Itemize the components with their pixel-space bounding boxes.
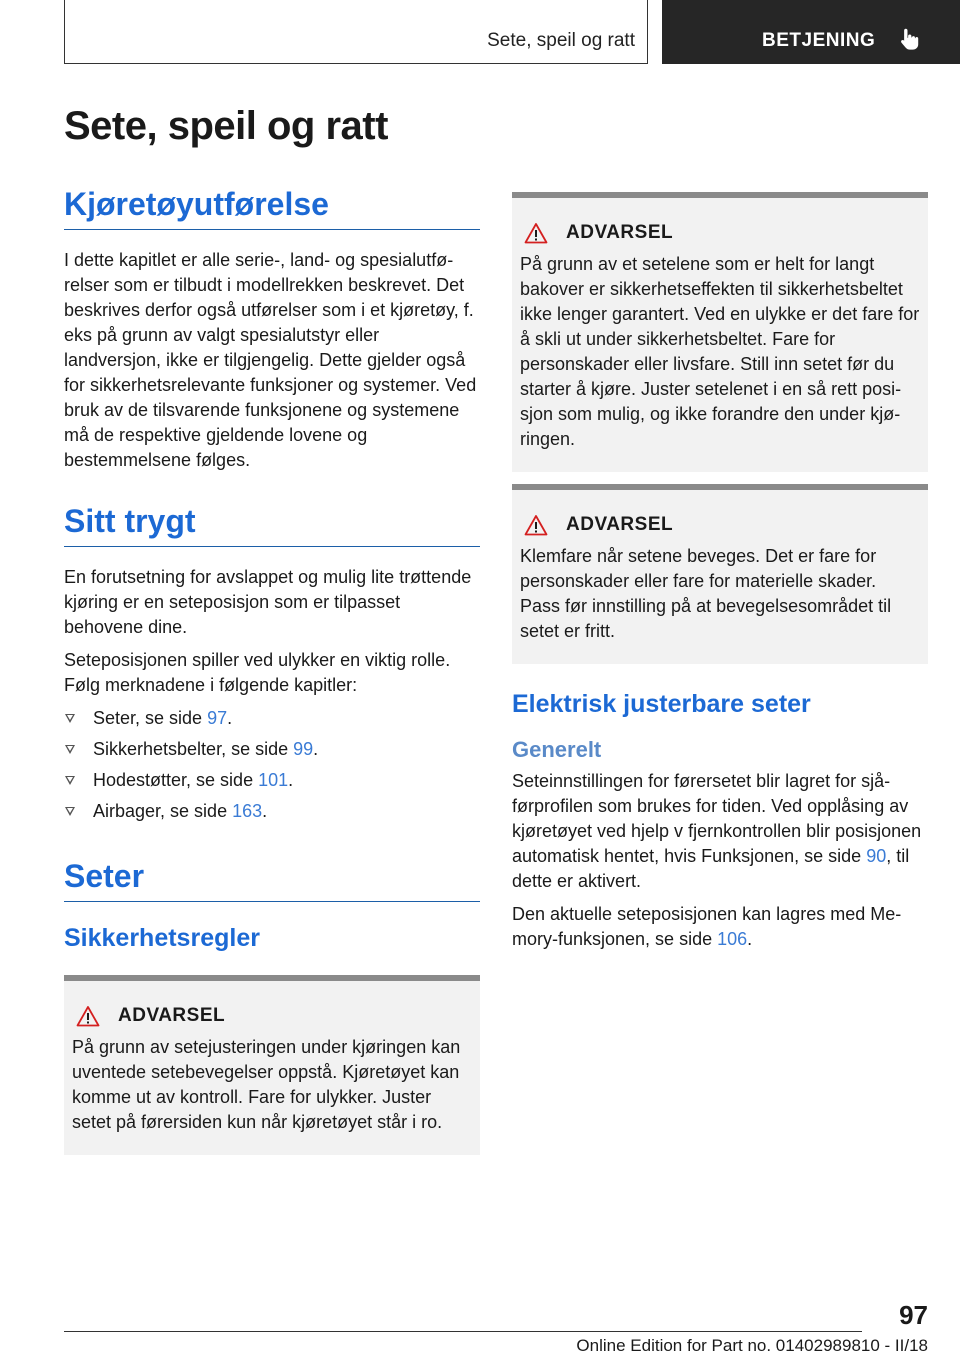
left-column: [64, 186, 480, 1155]
chapter-reference-list: [64, 706, 480, 824]
paragraph-generelt-2: Den aktuelle seteposisjonen kan lagres med Memory-funksjonen, se side 106.: [512, 904, 902, 949]
heading-sikkerhetsregler: Sikkerhetsregler: [64, 924, 260, 952]
list-item: Seter, se side 97.: [64, 706, 480, 731]
triangle-bullet-icon: [65, 807, 75, 816]
page-link[interactable]: 99: [293, 739, 314, 759]
running-header-chapter-tab: [662, 0, 960, 64]
paragraph-kjoretoyutforelse: I dette kapitlet er alle serie-, land- og spesialutførelser som er tilbudt i modellrekken beskrevet. Det beskrives derfor også utførelser som i et kjøretøy, f. eks på grunn av valgt spesialutstyr eller landversjon, ikke er tilgjengelig. Dette gjelder også for sikkerhetsrelevante funksjoner og systemer. Ved bruk av de tilsvarende funksjonene og systemene må de respektive gjeldende lovene og bestemmelsene følges.: [64, 250, 477, 470]
paragraph-generelt-1: Seteinnstillingen for førersetet blir lagret for sjåførprofilen som brukes for tiden. Ved opplåsing av kjøretøyet ved hjelp v fjernkontrollen blir posisjonen automatisk hentet, hvis Funksjonen, se side 90, til dette er aktivert.: [512, 771, 922, 891]
running-header-section: Sete, speil og ratt: [487, 30, 635, 51]
warning-text: På grunn av et setelene som er helt for langt bakover er sikkerhetseffekten til sikkerhetsbeltet ikke lenger garantert. Ved en ulykke er det fare for å skli ut under sikkerhetsbeltet. Fare for personskader eller livsfare. Still inn setet før du starter å kjøre. Juster setelenet i en så rett posisjon som mulig, og ikke forandre den under kjøringen.: [520, 254, 920, 449]
heading-generelt: Generelt: [512, 737, 602, 762]
right-column: [512, 186, 928, 952]
warning-triangle-icon: [76, 1005, 100, 1027]
list-item: Airbager, se side 163.: [64, 799, 480, 824]
page-link[interactable]: 97: [207, 708, 228, 728]
list-item: Sikkerhetsbelter, se side 99.: [64, 737, 480, 762]
heading-kjoretoyutforelse: Kjøretøyutførelse: [64, 186, 480, 230]
warning-triangle-icon: [524, 514, 548, 536]
paragraph-sitt-trygt-2: Seteposisjonen spiller ved ulykker en viktig rolle. Følg merknadene i følgende kapitler:: [64, 650, 451, 695]
warning-title: ADVARSEL: [566, 222, 674, 243]
page-number: 97: [899, 1300, 928, 1330]
warning-triangle-icon: [524, 222, 548, 244]
heading-sitt-trygt: Sitt trygt: [64, 503, 480, 547]
running-header-chapter: BETJENING: [762, 30, 876, 51]
edition-text: Online Edition for Part no. 01402989810 - II/18: [576, 1336, 928, 1355]
heading-elektrisk-justerbare-seter: Elektrisk justerbare seter: [512, 690, 811, 718]
triangle-bullet-icon: [65, 714, 75, 723]
warning-title: ADVARSEL: [118, 1005, 226, 1026]
footer-divider: [64, 1331, 862, 1332]
warning-title: ADVARSEL: [566, 514, 674, 535]
heading-seter: Seter: [64, 858, 480, 902]
page-link[interactable]: 101: [258, 770, 289, 790]
page-link[interactable]: 106: [717, 929, 748, 949]
page-link[interactable]: 163: [232, 801, 263, 821]
paragraph-sitt-trygt-1: En forutsetning for avslappet og mulig lite trøttende kjøring er en seteposisjon som er tilpasset behovene dine.: [64, 567, 472, 637]
warning-text: På grunn av setejusteringen under kjøringen kan uventede setebevegelser oppstå. Kjøretøyet kan komme ut av kontroll. Fare for ulykker. Juster setet på førersiden kun når kjøretøyet står i ro.: [72, 1037, 461, 1132]
warning-box-3: [512, 484, 928, 664]
warning-text: Klemfare når setene beveges. Det er fare for personskader eller fare for materielle skader. Pass før innstilling på at bevegelsesområdet til setet er fritt.: [520, 546, 892, 641]
warning-box-1: [64, 975, 480, 1155]
hand-pointer-icon: [896, 26, 922, 52]
triangle-bullet-icon: [65, 776, 75, 785]
page-link[interactable]: 90: [866, 846, 887, 866]
list-item: Hodestøtter, se side 101.: [64, 768, 480, 793]
page-title: Sete, speil og ratt: [64, 104, 388, 148]
warning-box-2: [512, 192, 928, 472]
triangle-bullet-icon: [65, 745, 75, 754]
running-header-section-box: [64, 0, 648, 64]
